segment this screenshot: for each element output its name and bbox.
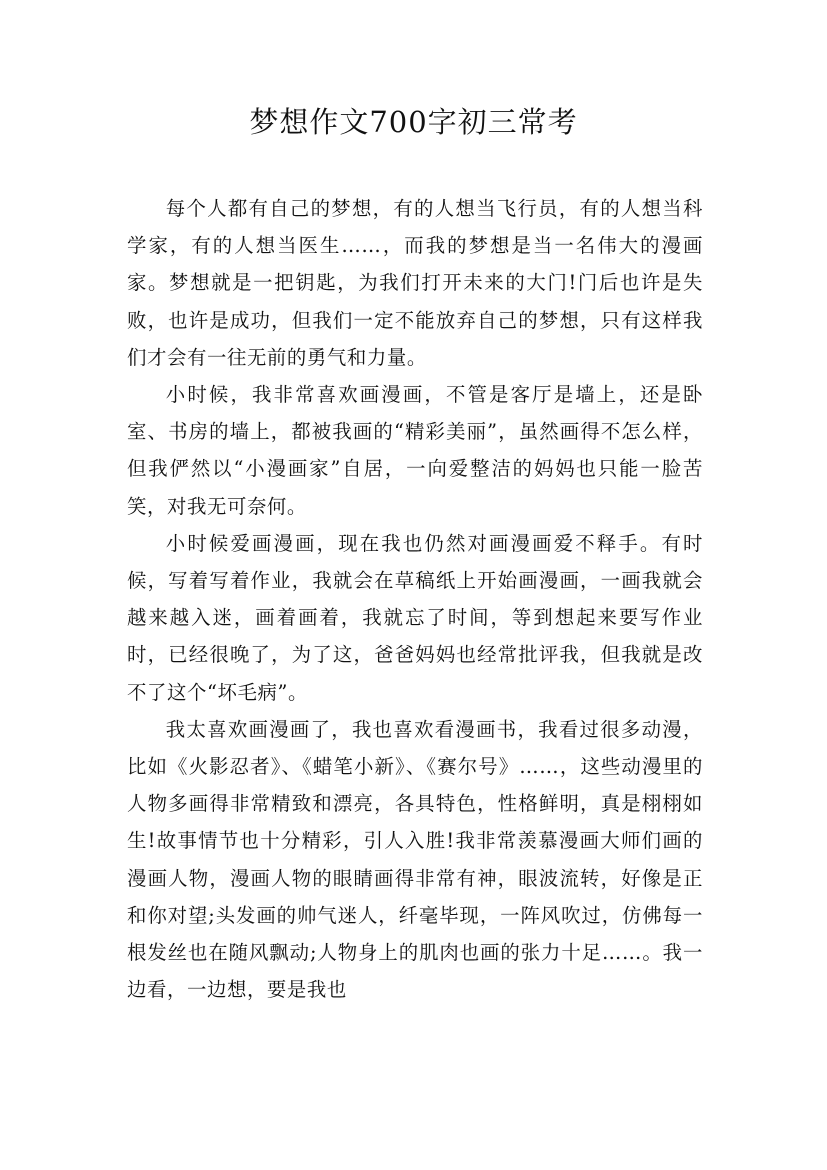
paragraph-1: 每个人都有自己的梦想，有的人想当飞行员，有的人想当科学家，有的人想当医生……，而我的梦想是当一名伟大的漫画家。梦想就是一把钥匙，为我们打开未来的大门!门后也许是失败，也许是成功，但我们一定不能放弃自己的梦想，只有这样我们才会有一往无前的勇气和力量。 — [127, 197, 703, 369]
paragraph-3: 小时候爱画漫画，现在我也仍然对画漫画爱不释手。有时候，写着写着作业，我就会在草稿纸上开始画漫画，一画我就会越来越入迷，画着画着，我就忘了时间，等到想起来要写作业时，已经很晚了，为了这，爸爸妈妈也经常批评我，但我就是改不了这个“坏毛病”。 — [127, 531, 703, 704]
paragraph-4: 我太喜欢画漫画了，我也喜欢看漫画书，我看过很多动漫，比如《火影忍者》、《蜡笔小新》、《赛尔号》……，这些动漫里的人物多画得非常精致和漂亮，各具特色，性格鲜明，真是栩栩如生!故事情节也十分精彩，引人入胜!我非常羡慕漫画大师们画的漫画人物，漫画人物的眼睛画得非常有神，眼波流转，好像是正和你对望;头发画的帅气迷人，纤毫毕现，一阵风吹过，仿佛每一根发丝也在随风飘动;人物身上的肌肉也画的张力十足……。我一边看，一边想，要是我也 — [127, 717, 703, 1002]
document-title: 梦想作文700字初三常考 — [249, 105, 578, 139]
document-body — [127, 190, 703, 1008]
paragraph-2: 小时候，我非常喜欢画漫画，不管是客厅是墙上，还是卧室、书房的墙上，都被我画的“精彩美丽”，虽然画得不怎么样，但我俨然以“小漫画家”自居，一向爱整洁的妈妈也只能一脸苦笑，对我无可奈何。 — [127, 383, 703, 518]
